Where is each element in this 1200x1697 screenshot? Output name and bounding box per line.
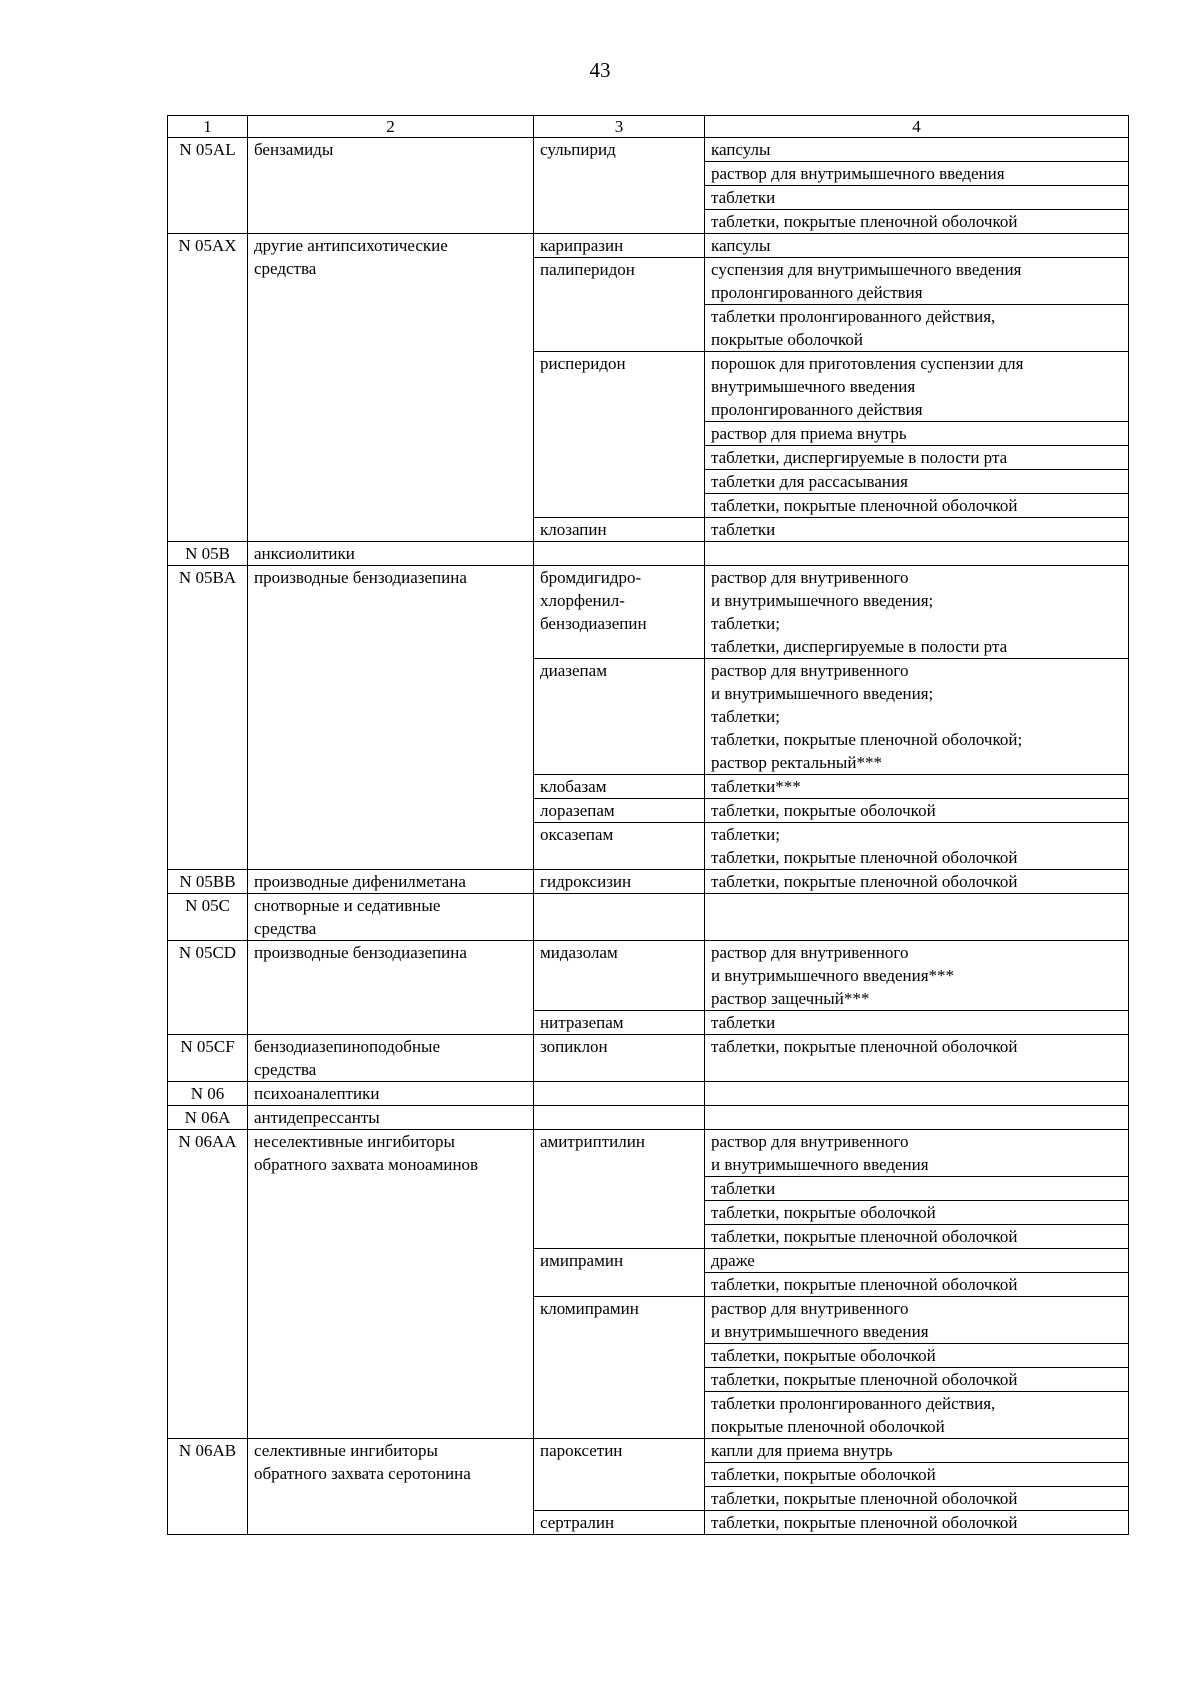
dosage-form: суспензия для внутримышечного введения пролонгированного действия: [705, 258, 1129, 305]
drug-name: мидазолам: [534, 941, 705, 1011]
dosage-form: раствор для внутривенного и внутримышечного введения*** раствор защечный***: [705, 941, 1129, 1011]
table-row: [168, 1439, 1129, 1463]
dosage-form-empty: [705, 894, 1129, 941]
atc-code: N 05B: [168, 542, 248, 566]
drug-name: карипразин: [534, 234, 705, 258]
drug-name: клобазам: [534, 775, 705, 799]
drug-name: бромдигидро- хлорфенил- бензодиазепин: [534, 566, 705, 659]
dosage-form: раствор для приема внутрь: [705, 422, 1129, 446]
atc-code: N 05BB: [168, 870, 248, 894]
drug-name: кломипрамин: [534, 1297, 705, 1439]
dosage-form: таблетки, покрытые пленочной оболочкой: [705, 494, 1129, 518]
drug-name: зопиклон: [534, 1035, 705, 1082]
dosage-form: таблетки, покрытые пленочной оболочкой: [705, 1487, 1129, 1511]
dosage-form: таблетки, покрытые оболочкой: [705, 799, 1129, 823]
dosage-form: раствор для внутривенного и внутримышечного введения: [705, 1130, 1129, 1177]
atc-code: N 05CD: [168, 941, 248, 1035]
dosage-form: капсулы: [705, 234, 1129, 258]
table-row: [168, 138, 1129, 162]
atc-group-name: селективные ингибиторы обратного захвата серотонина: [248, 1439, 534, 1535]
drug-name: сертралин: [534, 1511, 705, 1535]
atc-code: N 05AL: [168, 138, 248, 234]
drug-name: палиперидон: [534, 258, 705, 352]
dosage-form: порошок для приготовления суспензии для внутримышечного введения пролонгированного действия: [705, 352, 1129, 422]
atc-group-name: снотворные и седативные средства: [248, 894, 534, 941]
dosage-form: таблетки: [705, 1011, 1129, 1035]
dosage-form-empty: [705, 542, 1129, 566]
table-row: [168, 566, 1129, 659]
drug-name-empty: [534, 542, 705, 566]
atc-group-name: психоаналептики: [248, 1082, 534, 1106]
drug-name: лоразепам: [534, 799, 705, 823]
drug-name-empty: [534, 1082, 705, 1106]
atc-group-name: бензодиазепиноподобные средства: [248, 1035, 534, 1082]
dosage-form: таблетки для рассасывания: [705, 470, 1129, 494]
atc-group-name: производные бензодиазепина: [248, 941, 534, 1035]
drug-name: пароксетин: [534, 1439, 705, 1511]
dosage-form: драже: [705, 1249, 1129, 1273]
dosage-form: таблетки пролонгированного действия, покрытые оболочкой: [705, 305, 1129, 352]
table-row: [168, 870, 1129, 894]
dosage-form: раствор для внутримышечного введения: [705, 162, 1129, 186]
table-row: [168, 234, 1129, 258]
dosage-form: таблетки, покрытые пленочной оболочкой: [705, 1273, 1129, 1297]
dosage-form: капли для приема внутрь: [705, 1439, 1129, 1463]
table-row: [168, 1130, 1129, 1177]
table-row: [168, 1082, 1129, 1106]
dosage-form: таблетки, покрытые пленочной оболочкой: [705, 1511, 1129, 1535]
drug-list-table: [167, 115, 1129, 1535]
dosage-form: таблетки, покрытые оболочкой: [705, 1201, 1129, 1225]
drug-name: гидроксизин: [534, 870, 705, 894]
dosage-form-empty: [705, 1082, 1129, 1106]
table-row: [168, 542, 1129, 566]
drug-name: оксазепам: [534, 823, 705, 870]
column-header: 3: [534, 116, 705, 138]
drug-name: сульпирид: [534, 138, 705, 234]
atc-group-name: анксиолитики: [248, 542, 534, 566]
atc-code: N 06AB: [168, 1439, 248, 1535]
drug-name: амитриптилин: [534, 1130, 705, 1249]
drug-name-empty: [534, 1106, 705, 1130]
atc-code: N 05AX: [168, 234, 248, 542]
table-row: [168, 1035, 1129, 1082]
dosage-form: таблетки, диспергируемые в полости рта: [705, 446, 1129, 470]
atc-code: N 05BA: [168, 566, 248, 870]
dosage-form: таблетки, покрытые пленочной оболочкой: [705, 1368, 1129, 1392]
drug-name-empty: [534, 894, 705, 941]
dosage-form: таблетки, покрытые пленочной оболочкой: [705, 870, 1129, 894]
dosage-form-empty: [705, 1106, 1129, 1130]
page-number: 43: [589, 58, 611, 82]
atc-group-name: антидепрессанты: [248, 1106, 534, 1130]
atc-code: N 05C: [168, 894, 248, 941]
dosage-form: таблетки***: [705, 775, 1129, 799]
drug-name: рисперидон: [534, 352, 705, 518]
atc-code: N 06: [168, 1082, 248, 1106]
dosage-form: таблетки; таблетки, покрытые пленочной оболочкой: [705, 823, 1129, 870]
table-row: [168, 1106, 1129, 1130]
dosage-form: таблетки, покрытые пленочной оболочкой: [705, 1035, 1129, 1082]
dosage-form: таблетки, покрытые пленочной оболочкой: [705, 210, 1129, 234]
drug-name: диазепам: [534, 659, 705, 775]
atc-code: N 06A: [168, 1106, 248, 1130]
dosage-form: таблетки: [705, 518, 1129, 542]
dosage-form: раствор для внутривенного и внутримышечного введения; таблетки; таблетки, покрытые пленочной оболочкой; раствор ректальный***: [705, 659, 1129, 775]
dosage-form: капсулы: [705, 138, 1129, 162]
column-header: 2: [248, 116, 534, 138]
table-row: [168, 941, 1129, 1011]
column-header: 1: [168, 116, 248, 138]
dosage-form: таблетки, покрытые оболочкой: [705, 1463, 1129, 1487]
drug-name: клозапин: [534, 518, 705, 542]
dosage-form: таблетки: [705, 186, 1129, 210]
dosage-form: таблетки, покрытые пленочной оболочкой: [705, 1225, 1129, 1249]
table-header-row: [168, 116, 1129, 138]
drug-name: имипрамин: [534, 1249, 705, 1297]
dosage-form: таблетки: [705, 1177, 1129, 1201]
drug-name: нитразепам: [534, 1011, 705, 1035]
dosage-form: раствор для внутривенного и внутримышечного введения; таблетки; таблетки, диспергируемые в полости рта: [705, 566, 1129, 659]
atc-code: N 05CF: [168, 1035, 248, 1082]
column-header: 4: [705, 116, 1129, 138]
atc-group-name: бензамиды: [248, 138, 534, 234]
atc-group-name: неселективные ингибиторы обратного захвата моноаминов: [248, 1130, 534, 1439]
atc-group-name: производные дифенилметана: [248, 870, 534, 894]
atc-code: N 06AA: [168, 1130, 248, 1439]
dosage-form: таблетки, покрытые оболочкой: [705, 1344, 1129, 1368]
dosage-form: таблетки пролонгированного действия, покрытые пленочной оболочкой: [705, 1392, 1129, 1439]
atc-group-name: другие антипсихотические средства: [248, 234, 534, 542]
table-row: [168, 894, 1129, 941]
dosage-form: раствор для внутривенного и внутримышечного введения: [705, 1297, 1129, 1344]
atc-group-name: производные бензодиазепина: [248, 566, 534, 870]
